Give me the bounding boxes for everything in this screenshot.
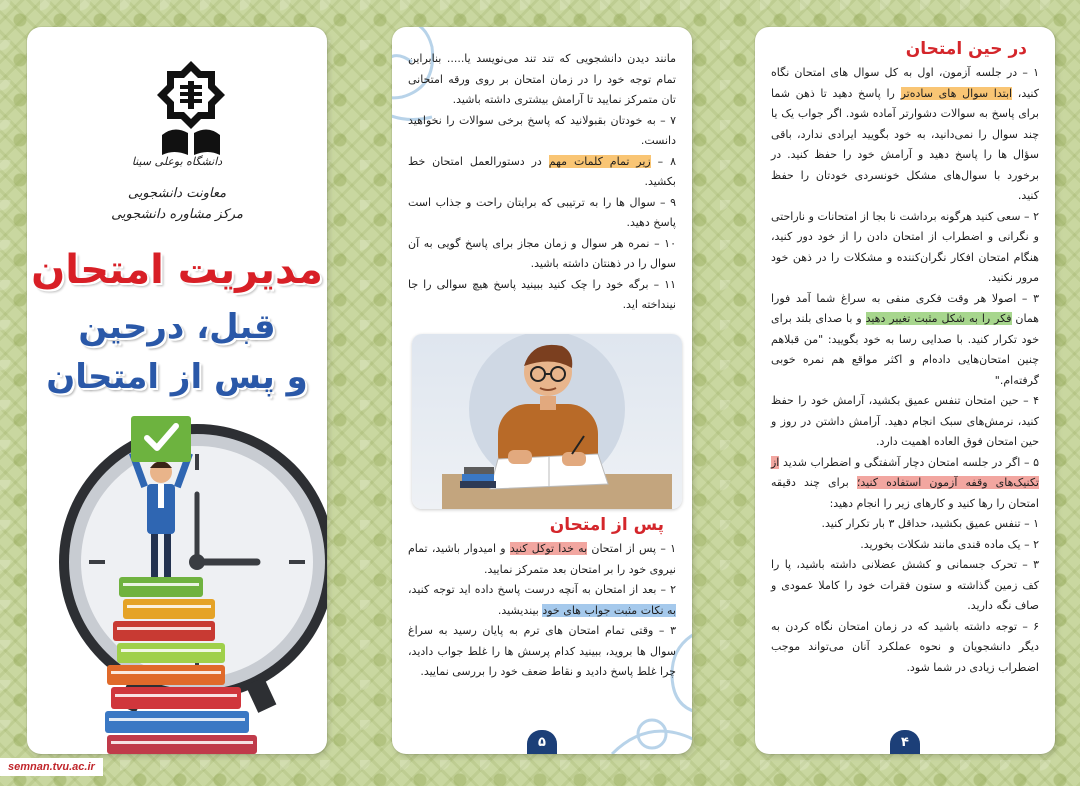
department-line-1: معاونت دانشجویی bbox=[127, 186, 227, 201]
cover-panel bbox=[27, 27, 327, 754]
middle-top-text bbox=[408, 49, 676, 316]
right-panel bbox=[755, 27, 1055, 754]
page-number-badge: ۵ bbox=[527, 730, 557, 754]
intro-paragraph: مانند دیدن دانشجویی که تند تند می‌نویسد یا..... بنابراین تمام توجه خود را در زمان امتحان بر روی ورقه امتحانی تان متمرکز نمایید تا آرامش بیشتری داشته باشید. bbox=[408, 52, 676, 106]
list-item: ۱ – تنفس عمیق بکشید، حداقل ۳ بار تکرار کنید. bbox=[821, 517, 1039, 530]
list-item: ۸ – زیر تمام کلمات مهم در دستورالعمل امتحان خط بکشید. bbox=[408, 154, 676, 188]
list-item: ۱ – پس از امتحان به خدا توکل کنید و امیدوار باشید، تمام نیروی خود را بر امتحان بعد متمرکز نمایید. bbox=[408, 542, 677, 576]
cover-subtitle-line-1: قبل، درحین bbox=[78, 307, 276, 347]
list-item: ۵ – اگر در جلسه امتحان دچار آشفتگی و اضطراب شدید از تکنیک‌های وقفه آزمون استفاده کنید؛ برای چند دقیقه امتحان را رها کنید و کارهای زیر را انجام دهید: bbox=[771, 455, 1039, 510]
highlight: به خدا توکل کنید bbox=[509, 542, 588, 555]
page-number-badge: ۴ bbox=[890, 730, 920, 754]
highlight: فکر را به شکل مثبت تغییر دهید bbox=[865, 312, 1012, 325]
studying-student-illustration bbox=[412, 334, 682, 509]
list-item: ۹ – سوال ها را به ترتیبی که برایتان راحت و جذاب است پاسخ دهید. bbox=[408, 195, 676, 229]
middle-panel bbox=[392, 27, 692, 754]
during-exam-title: در حین امتحان bbox=[905, 39, 1027, 59]
after-exam-title: پس از امتحان bbox=[549, 515, 664, 535]
checkmark-icon bbox=[131, 416, 191, 462]
list-item: ۳ – تحرک جسمانی و کشش عضلانی داشته باشید، پا را کف زمین گذاشته و ستون فقرات خود را کاملا عمودی و صاف نگه دارید. bbox=[771, 558, 1039, 612]
cover-subtitle-line-2: و پس از امتحان bbox=[46, 357, 308, 397]
list-item: ۱۰ – نمره هر سوال و زمان مجاز برای پاسخ گویی به آن سوال را در ذهنتان داشته باشید. bbox=[408, 236, 676, 270]
list-item: ۲ – یک ماده قندی مانند شکلات بخورید. bbox=[860, 537, 1039, 551]
cover-title: مدیریت امتحان bbox=[31, 247, 323, 293]
list-item: ۶ – توجه داشته باشید که در زمان امتحان نگاه کردن به دیگر دانشجویان و نحوه عملکرد آنان می‌تواند موجب اضطراب زیادی در شما شود. bbox=[771, 619, 1039, 674]
highlight: از تکنیک‌های وقفه آزمون استفاده کنید؛ bbox=[771, 455, 1039, 489]
list-item: ۳ – وقتی تمام امتحان های ترم به پایان رسید به سراغ سوال ها بروید، ببینید کدام پرسش ها را غلط جواب دادید، چرا غلط پاسخ دادید و نقاط ضعف خود را بررسی نمایید. bbox=[408, 624, 676, 678]
list-item: ۲ – بعد از امتحان به آنچه درست پاسخ داده اید توجه کنید، به نکات مثبت جواب های خود بیندیشید. bbox=[408, 583, 676, 617]
list-item: ۷ – به خودتان بقبولانید که پاسخ برخی سوالات را نخواهید دانست. bbox=[408, 113, 676, 147]
university-logo bbox=[144, 59, 238, 159]
list-item: ۲ – سعی کنید هرگونه برداشت نا بجا از امتحانات و ناراحتی و نگرانی و اضطراب از امتحان دادن را از خود دور کنید، هنگام امتحان افکار نگران‌کننده و مشکلات را در ذهن خود مرور نکنید. bbox=[771, 209, 1039, 284]
list-item: ۳ – اصولا هر وقت فکری منفی به سراغ شما آمد فورا همان فکر را به شکل مثبت تغییر دهید و با صدای بلند برای خود تکرار کنید. با صدایی رسا به خود بگویید: "من قبلاهم چنین امتحان‌هایی داده‌ام و اکثر مواقع هم نمره خوبی گرفته‌ام." bbox=[771, 291, 1039, 387]
list-item: ۴ – حین امتحان تنفس عمیق بکشید، آرامش خود را حفظ کنید، نرمش‌های سبک انجام دهید. آرامش داشتن در روز و حین امتحان فوق العاده اهمیت دارد. bbox=[771, 394, 1039, 448]
site-url: semnan.tvu.ac.ir bbox=[0, 758, 103, 776]
department-line-2: مرکز مشاوره دانشجویی bbox=[111, 207, 243, 222]
clock-books-illustration bbox=[27, 412, 327, 754]
during-exam-section bbox=[771, 35, 1039, 678]
highlight: زیر تمام کلمات مهم bbox=[548, 154, 651, 168]
list-item: ۱ – در جلسه آزمون، اول به کل سوال های امتحان نگاه کنید، ابتدا سوال های ساده‌تر را پاسخ دهید تا ذهن شما برای پاسخ به سوالات دشوارتر آماده شود. اگر جواب یک یا چند سوال را نمی‌دانید، به خود بگویید ایرادی ندارد، باقی سؤال ها را پاسخ دهید و آرامش خود را حفظ کنید. در برخورد با سوال‌های مشکل خونسردی خودتان را حفظ کنید. bbox=[771, 66, 1039, 202]
highlight: به نکات مثبت جواب های خود bbox=[542, 603, 676, 617]
highlight: ابتدا سوال های ساده‌تر bbox=[900, 86, 1013, 100]
list-item: ۱۱ – برگه خود را چک کنید ببینید پاسخ هیچ سوالی را جا نینداخته اید. bbox=[408, 277, 676, 311]
after-exam-section bbox=[408, 511, 676, 683]
logo-caption: دانشگاه بوعلی سینا bbox=[131, 155, 223, 168]
